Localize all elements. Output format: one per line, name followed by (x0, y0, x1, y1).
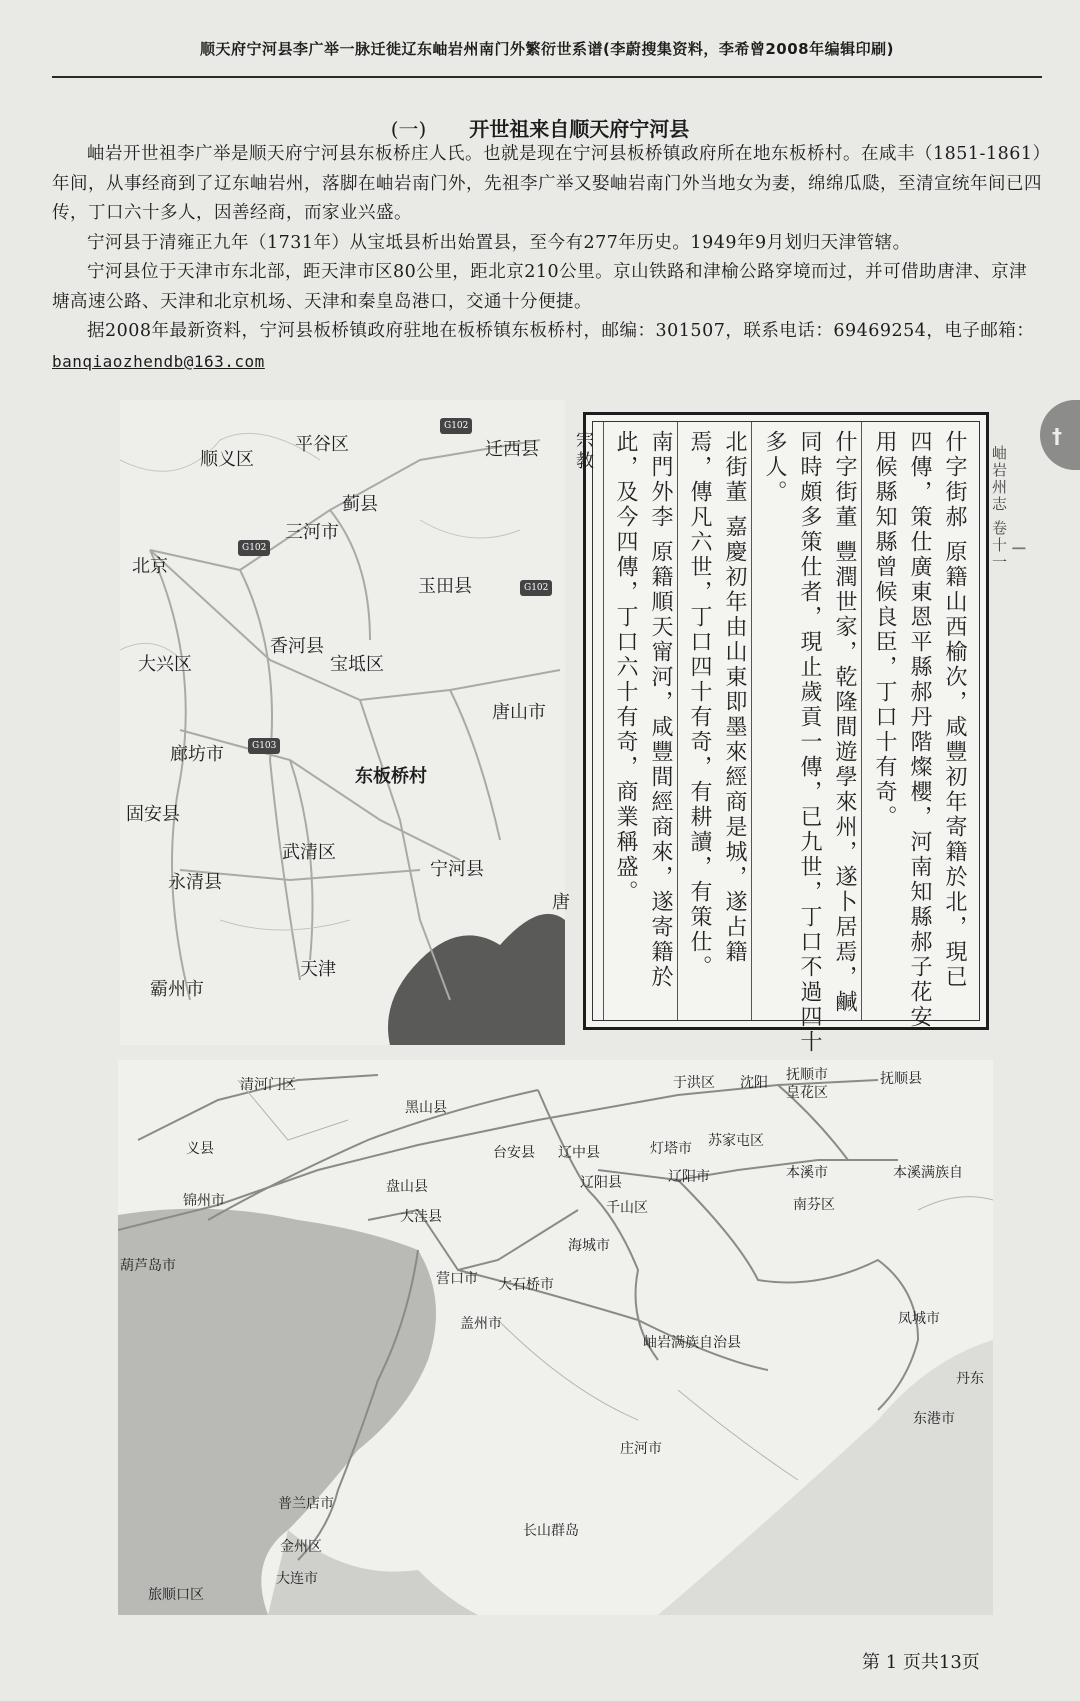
map-label: 庄河市 (620, 1441, 662, 1457)
map-label: 清河门区 (240, 1077, 296, 1093)
map-label: 大洼县 (400, 1209, 442, 1225)
excerpt-column: 多人。 (762, 430, 787, 505)
map-label-daxing: 大兴区 (138, 654, 192, 675)
excerpt-column: 什字街郝 原籍山西榆次，咸豐初年寄籍於北，現已 (942, 430, 967, 990)
map-label: 葫芦岛市 (120, 1258, 176, 1274)
map-label-guan: 固安县 (126, 804, 180, 825)
excerpt-column: 用候縣知縣曾候良臣，丁口十有奇。 (872, 430, 897, 830)
map-label: 大石桥市 (498, 1277, 554, 1293)
map-label-tang: 唐 (552, 892, 570, 913)
map-label: 辽阳市 (668, 1169, 710, 1185)
map-label: 海城市 (568, 1238, 610, 1254)
paragraph-1: 岫岩开世祖李广举是顺天府宁河县东板桥庄人氏。也就是现在宁河县板桥镇政府所在地东板桥村。在咸丰（1851-1861）年间，从事经商到了辽东岫岩州，落脚在岫岩南门外，先祖李广举又娶岫岩南门外当地女为妻，绵绵瓜瓞，至清宣统年间已四传，丁口六十多人，因善经商，而家业兴盛。 (52, 144, 1042, 223)
map-label: 南芬区 (793, 1197, 835, 1213)
map-label: 普兰店市 (278, 1496, 334, 1512)
highway-shield-icon: G102 (440, 418, 472, 434)
map-label-jixian: 蓟县 (342, 494, 378, 515)
map-label-shunyi: 顺义区 (200, 449, 254, 470)
page-number: 第 1 页共13页 (862, 1652, 980, 1673)
map-label-pinggu: 平谷区 (295, 434, 349, 455)
contact-text: 据2008年最新资料，宁河县板桥镇政府驻地在板桥镇东板桥村，邮编：301507，联系电话：69469254，电子邮箱： (87, 321, 1035, 341)
excerpt-column: 四傳，策仕廣東恩平縣郝丹階燦櫻，河南知縣郝子花安 (907, 430, 932, 1030)
paragraph-contact (52, 317, 1042, 377)
map-label: 抚顺市 (786, 1067, 828, 1083)
map-label: 本溪满族自 (893, 1165, 963, 1181)
map-label-yongqing: 永清县 (168, 872, 222, 893)
map-label: 锦州市 (183, 1193, 225, 1209)
map-label: 金州区 (280, 1539, 322, 1555)
excerpt-column: 什字街董 豐潤世家，乾隆間遊學來州，遂卜居焉，鹹 (832, 430, 857, 1015)
map-label: 辽中县 (558, 1145, 600, 1161)
excerpt-column: 此，及今四傳，丁口六十有奇，商業稱盛。 (613, 430, 638, 905)
map-label: 丹东 (956, 1371, 984, 1387)
map-label: 灯塔市 (650, 1141, 692, 1157)
map-label-dongbanqiao: 东板桥村 (355, 766, 427, 787)
gazetteer-excerpt (573, 412, 989, 1055)
page-edge-tab (1040, 400, 1080, 470)
map-label-qianxi: 迁西县 (485, 439, 539, 460)
map-label: 千山区 (606, 1200, 648, 1216)
section-heading: 开世祖来自顺天府宁河县 (469, 117, 690, 141)
paragraph-3: 宁河县位于天津市东北部，距天津市区80公里，距北京210公里。京山铁路和津榆公路穿境而过，并可借助唐津、京津塘高速公路、天津和北京机场、天津和秦皇岛港口，交通十分便捷。 (52, 262, 1028, 312)
map-label: 东港市 (913, 1411, 955, 1427)
gazetteer-spine-title: 岫岩州志 卷十一 (990, 445, 1008, 571)
map-label: 于洪区 (673, 1075, 715, 1091)
map-label: 大连市 (276, 1571, 318, 1587)
excerpt-column: 焉，傳凡六世，丁口四十有奇，有耕讀，有策仕。 (687, 430, 712, 980)
map-label-yutian: 玉田县 (418, 576, 472, 597)
tab-marker-icon: † (1052, 424, 1062, 448)
map-label-ninghe: 宁河县 (430, 859, 484, 880)
gazetteer-spine-caption: ┃ (1012, 545, 1025, 553)
map-label: 凤城市 (898, 1311, 940, 1327)
excerpt-column: 南門外李 原籍順天甯河，咸豐間經商來，遂寄籍於 (648, 430, 673, 990)
map-label-tangshan: 唐山市 (492, 702, 546, 723)
map-label: 沈阳 (740, 1075, 768, 1091)
map-label: 本溪市 (786, 1165, 828, 1181)
map-liaodong (118, 1060, 993, 1615)
map-label-sanhe: 三河市 (285, 522, 339, 543)
highway-shield-icon: G102 (520, 580, 552, 596)
body-text (52, 140, 1042, 377)
map-label-beijing: 北京 (132, 556, 168, 577)
map-label: 苏家屯区 (708, 1133, 764, 1149)
map-label: 辽阳县 (580, 1175, 622, 1191)
map-label-tianjin: 天津 (300, 959, 336, 980)
excerpt-section-heading: 宗教 (573, 430, 594, 472)
map-label: 皇花区 (786, 1085, 828, 1101)
map-label: 盘山县 (386, 1179, 428, 1195)
map-label: 黑山县 (405, 1100, 447, 1116)
email-link[interactable]: banqiaozhendb@163.com (52, 351, 265, 371)
header-divider (52, 76, 1042, 78)
highway-shield-icon: G102 (238, 540, 270, 556)
paragraph-2: 宁河县于清雍正九年（1731年）从宝坻县析出始置县，至今有277年历史。1949年9月划归天津管辖。 (87, 232, 911, 253)
map-label-wuqing: 武清区 (282, 842, 336, 863)
map-label-baodi: 宝坻区 (330, 654, 384, 675)
map-label-bazhou: 霸州市 (150, 979, 204, 1000)
map-label: 台安县 (493, 1145, 535, 1161)
map-label: 义县 (186, 1141, 214, 1157)
page-header: 顺天府宁河县李广举一脉迁徙辽东岫岩州南门外繁衍世系谱(李蔚搜集资料，李希曾2008年编辑印刷) (200, 40, 894, 58)
map-label: 盖州市 (460, 1316, 502, 1332)
section-number: (一) (390, 117, 427, 141)
map-beijing-tianjin (120, 400, 570, 1045)
map-label: 营口市 (436, 1271, 478, 1287)
map-label-xianghe: 香河县 (270, 636, 324, 657)
map-label: 抚顺县 (880, 1071, 922, 1087)
map-label: 岫岩满族自治县 (643, 1335, 741, 1351)
section-title (0, 113, 1080, 142)
excerpt-column: 北街董 嘉慶初年由山東即墨來經商是城，遂占籍 (722, 430, 747, 965)
map-label: 长山群岛 (523, 1523, 579, 1539)
excerpt-column: 同時頗多策仕者，現止歲貢一傳，已九世，丁口不過四十 (797, 430, 822, 1055)
highway-shield-icon: G103 (248, 738, 280, 754)
map-label-langfang: 廊坊市 (170, 744, 224, 765)
map-label: 旅顺口区 (148, 1587, 204, 1603)
